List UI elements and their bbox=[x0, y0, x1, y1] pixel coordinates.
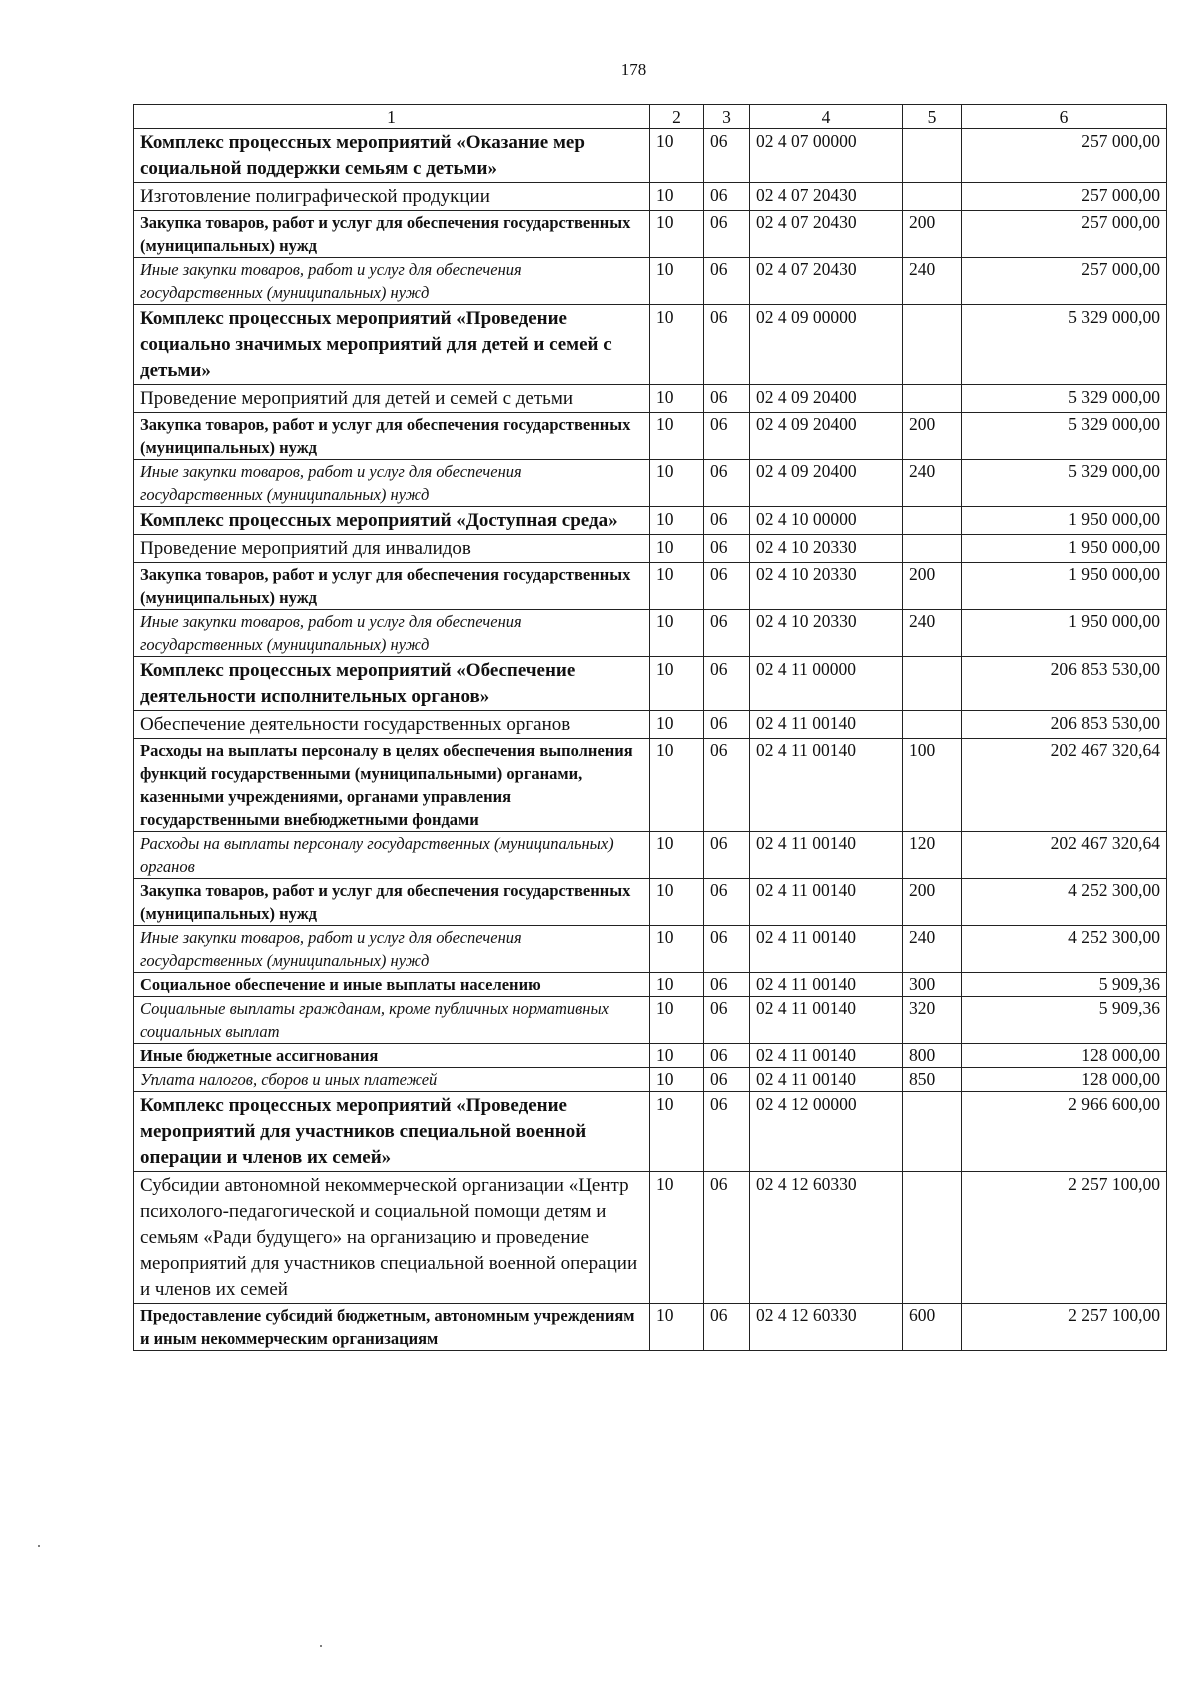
target-article-cell: 02 4 10 20330 bbox=[750, 610, 903, 657]
row-name-cell: Расходы на выплаты персоналу в целях обеспечения выполнения функций государственными (муниципальными) органами, казенными учреждениями, органами управления государственными внебюджетными фондами bbox=[134, 739, 650, 832]
subsection-code-cell: 06 bbox=[704, 879, 750, 926]
row-name-cell: Комплекс процессных мероприятий «Доступная среда» bbox=[134, 507, 650, 535]
subsection-code-cell: 06 bbox=[704, 1092, 750, 1172]
expense-type-cell: 200 bbox=[903, 879, 962, 926]
section-code-cell: 10 bbox=[650, 183, 704, 211]
expense-type-cell: 240 bbox=[903, 258, 962, 305]
amount-cell: 4 252 300,00 bbox=[962, 926, 1167, 973]
target-article-cell: 02 4 11 00140 bbox=[750, 832, 903, 879]
row-name-cell: Социальные выплаты гражданам, кроме публичных нормативных социальных выплат bbox=[134, 997, 650, 1044]
section-code-cell: 10 bbox=[650, 997, 704, 1044]
target-article-cell: 02 4 07 00000 bbox=[750, 129, 903, 183]
target-article-cell: 02 4 11 00140 bbox=[750, 711, 903, 739]
subsection-code-cell: 06 bbox=[704, 832, 750, 879]
target-article-cell: 02 4 09 00000 bbox=[750, 305, 903, 385]
row-name-cell: Комплекс процессных мероприятий «Проведение социально значимых мероприятий для детей и семей с детьми» bbox=[134, 305, 650, 385]
section-code-cell: 10 bbox=[650, 610, 704, 657]
section-code-cell: 10 bbox=[650, 211, 704, 258]
expense-type-cell bbox=[903, 657, 962, 711]
target-article-cell: 02 4 11 00140 bbox=[750, 1044, 903, 1068]
subsection-code-cell: 06 bbox=[704, 507, 750, 535]
target-article-cell: 02 4 10 20330 bbox=[750, 535, 903, 563]
section-code-cell: 10 bbox=[650, 879, 704, 926]
subsection-code-cell: 06 bbox=[704, 460, 750, 507]
row-name-cell: Субсидии автономной некоммерческой организации «Центр психолого-педагогической и социальной помощи детям и семьям «Ради будущего» на организацию и проведение мероприятий для участников специальной военной операции и членов их семей bbox=[134, 1172, 650, 1304]
target-article-cell: 02 4 12 60330 bbox=[750, 1304, 903, 1351]
table-row bbox=[134, 413, 1167, 460]
page-number: 178 bbox=[620, 60, 647, 79]
target-article-cell: 02 4 07 20430 bbox=[750, 183, 903, 211]
section-code-cell: 10 bbox=[650, 973, 704, 997]
target-article-cell: 02 4 11 00140 bbox=[750, 973, 903, 997]
amount-cell: 257 000,00 bbox=[962, 129, 1167, 183]
row-name-cell: Комплекс процессных мероприятий «Проведение мероприятий для участников специальной военной операции и членов их семей» bbox=[134, 1092, 650, 1172]
target-article-cell: 02 4 10 00000 bbox=[750, 507, 903, 535]
expense-type-cell bbox=[903, 385, 962, 413]
table-row bbox=[134, 657, 1167, 711]
subsection-code-cell: 06 bbox=[704, 973, 750, 997]
row-name-cell: Предоставление субсидий бюджетным, автономным учреждениям и иным некоммерческим организациям bbox=[134, 1304, 650, 1351]
expense-type-cell bbox=[903, 305, 962, 385]
table-row bbox=[134, 563, 1167, 610]
subsection-code-cell: 06 bbox=[704, 211, 750, 258]
section-code-cell: 10 bbox=[650, 1068, 704, 1092]
row-name-cell: Уплата налогов, сборов и иных платежей bbox=[134, 1068, 650, 1092]
section-code-cell: 10 bbox=[650, 926, 704, 973]
subsection-code-cell: 06 bbox=[704, 610, 750, 657]
row-name-cell: Проведение мероприятий для инвалидов bbox=[134, 535, 650, 563]
table-row bbox=[134, 610, 1167, 657]
amount-cell: 5 329 000,00 bbox=[962, 413, 1167, 460]
row-name-cell: Проведение мероприятий для детей и семей с детьми bbox=[134, 385, 650, 413]
subsection-code-cell: 06 bbox=[704, 739, 750, 832]
section-code-cell: 10 bbox=[650, 460, 704, 507]
subsection-code-cell: 06 bbox=[704, 183, 750, 211]
amount-cell: 202 467 320,64 bbox=[962, 739, 1167, 832]
expense-type-cell: 200 bbox=[903, 563, 962, 610]
table-row bbox=[134, 460, 1167, 507]
amount-cell: 257 000,00 bbox=[962, 211, 1167, 258]
section-code-cell: 10 bbox=[650, 563, 704, 610]
row-name-cell: Расходы на выплаты персоналу государственных (муниципальных) органов bbox=[134, 832, 650, 879]
row-name-cell: Обеспечение деятельности государственных органов bbox=[134, 711, 650, 739]
table-row bbox=[134, 258, 1167, 305]
subsection-code-cell: 06 bbox=[704, 413, 750, 460]
row-name-cell: Комплекс процессных мероприятий «Обеспечение деятельности исполнительных органов» bbox=[134, 657, 650, 711]
target-article-cell: 02 4 11 00140 bbox=[750, 1068, 903, 1092]
subsection-code-cell: 06 bbox=[704, 129, 750, 183]
target-article-cell: 02 4 09 20400 bbox=[750, 385, 903, 413]
table-row bbox=[134, 973, 1167, 997]
amount-cell: 2 966 600,00 bbox=[962, 1092, 1167, 1172]
target-article-cell: 02 4 10 20330 bbox=[750, 563, 903, 610]
subsection-code-cell: 06 bbox=[704, 926, 750, 973]
target-article-cell: 02 4 11 00140 bbox=[750, 879, 903, 926]
expense-type-cell: 240 bbox=[903, 460, 962, 507]
table-row bbox=[134, 385, 1167, 413]
table-row bbox=[134, 711, 1167, 739]
expense-type-cell: 120 bbox=[903, 832, 962, 879]
header-cell: 6 bbox=[962, 105, 1167, 129]
header-cell: 1 bbox=[134, 105, 650, 129]
subsection-code-cell: 06 bbox=[704, 657, 750, 711]
expense-type-cell: 200 bbox=[903, 413, 962, 460]
header-cell: 3 bbox=[704, 105, 750, 129]
expense-type-cell: 100 bbox=[903, 739, 962, 832]
target-article-cell: 02 4 12 60330 bbox=[750, 1172, 903, 1304]
row-name-cell: Иные бюджетные ассигнования bbox=[134, 1044, 650, 1068]
expense-type-cell: 300 bbox=[903, 973, 962, 997]
expense-type-cell: 200 bbox=[903, 211, 962, 258]
table-row bbox=[134, 129, 1167, 183]
row-name-cell: Иные закупки товаров, работ и услуг для обеспечения государственных (муниципальных) нужд bbox=[134, 926, 650, 973]
amount-cell: 1 950 000,00 bbox=[962, 507, 1167, 535]
amount-cell: 128 000,00 bbox=[962, 1068, 1167, 1092]
amount-cell: 202 467 320,64 bbox=[962, 832, 1167, 879]
table-row bbox=[134, 832, 1167, 879]
section-code-cell: 10 bbox=[650, 832, 704, 879]
subsection-code-cell: 06 bbox=[704, 997, 750, 1044]
section-code-cell: 10 bbox=[650, 1304, 704, 1351]
subsection-code-cell: 06 bbox=[704, 1068, 750, 1092]
table-row bbox=[134, 1068, 1167, 1092]
amount-cell: 257 000,00 bbox=[962, 258, 1167, 305]
row-name-cell: Закупка товаров, работ и услуг для обеспечения государственных (муниципальных) нужд bbox=[134, 211, 650, 258]
target-article-cell: 02 4 07 20430 bbox=[750, 211, 903, 258]
section-code-cell: 10 bbox=[650, 1172, 704, 1304]
amount-cell: 5 329 000,00 bbox=[962, 385, 1167, 413]
section-code-cell: 10 bbox=[650, 305, 704, 385]
expense-type-cell bbox=[903, 1172, 962, 1304]
row-name-cell: Изготовление полиграфической продукции bbox=[134, 183, 650, 211]
amount-cell: 1 950 000,00 bbox=[962, 535, 1167, 563]
expense-type-cell bbox=[903, 129, 962, 183]
section-code-cell: 10 bbox=[650, 1092, 704, 1172]
row-name-cell: Закупка товаров, работ и услуг для обеспечения государственных (муниципальных) нужд bbox=[134, 879, 650, 926]
scan-speck bbox=[38, 1545, 40, 1547]
table-row bbox=[134, 183, 1167, 211]
table-row bbox=[134, 211, 1167, 258]
section-code-cell: 10 bbox=[650, 1044, 704, 1068]
target-article-cell: 02 4 09 20400 bbox=[750, 413, 903, 460]
header-cell: 4 bbox=[750, 105, 903, 129]
budget-table bbox=[133, 104, 1167, 1351]
amount-cell: 2 257 100,00 bbox=[962, 1304, 1167, 1351]
subsection-code-cell: 06 bbox=[704, 385, 750, 413]
amount-cell: 5 909,36 bbox=[962, 973, 1167, 997]
table-row bbox=[134, 507, 1167, 535]
section-code-cell: 10 bbox=[650, 129, 704, 183]
subsection-code-cell: 06 bbox=[704, 1044, 750, 1068]
table-header-row bbox=[134, 105, 1167, 129]
amount-cell: 1 950 000,00 bbox=[962, 610, 1167, 657]
table-row bbox=[134, 1304, 1167, 1351]
section-code-cell: 10 bbox=[650, 413, 704, 460]
amount-cell: 206 853 530,00 bbox=[962, 711, 1167, 739]
table-row bbox=[134, 1092, 1167, 1172]
amount-cell: 257 000,00 bbox=[962, 183, 1167, 211]
row-name-cell: Иные закупки товаров, работ и услуг для обеспечения государственных (муниципальных) нужд bbox=[134, 610, 650, 657]
target-article-cell: 02 4 11 00000 bbox=[750, 657, 903, 711]
amount-cell: 128 000,00 bbox=[962, 1044, 1167, 1068]
expense-type-cell bbox=[903, 1092, 962, 1172]
subsection-code-cell: 06 bbox=[704, 563, 750, 610]
subsection-code-cell: 06 bbox=[704, 535, 750, 563]
header-cell: 5 bbox=[903, 105, 962, 129]
section-code-cell: 10 bbox=[650, 507, 704, 535]
expense-type-cell: 800 bbox=[903, 1044, 962, 1068]
table-row bbox=[134, 879, 1167, 926]
table-row bbox=[134, 997, 1167, 1044]
row-name-cell: Комплекс процессных мероприятий «Оказание мер социальной поддержки семьям с детьми» bbox=[134, 129, 650, 183]
amount-cell: 5 329 000,00 bbox=[962, 305, 1167, 385]
expense-type-cell bbox=[903, 183, 962, 211]
table-row bbox=[134, 1172, 1167, 1304]
expense-type-cell bbox=[903, 711, 962, 739]
expense-type-cell: 240 bbox=[903, 610, 962, 657]
subsection-code-cell: 06 bbox=[704, 711, 750, 739]
subsection-code-cell: 06 bbox=[704, 1304, 750, 1351]
target-article-cell: 02 4 11 00140 bbox=[750, 997, 903, 1044]
table-row bbox=[134, 305, 1167, 385]
amount-cell: 5 329 000,00 bbox=[962, 460, 1167, 507]
row-name-cell: Закупка товаров, работ и услуг для обеспечения государственных (муниципальных) нужд bbox=[134, 563, 650, 610]
row-name-cell: Социальное обеспечение и иные выплаты населению bbox=[134, 973, 650, 997]
amount-cell: 5 909,36 bbox=[962, 997, 1167, 1044]
target-article-cell: 02 4 07 20430 bbox=[750, 258, 903, 305]
target-article-cell: 02 4 12 00000 bbox=[750, 1092, 903, 1172]
table-row bbox=[134, 926, 1167, 973]
expense-type-cell: 850 bbox=[903, 1068, 962, 1092]
row-name-cell: Иные закупки товаров, работ и услуг для обеспечения государственных (муниципальных) нужд bbox=[134, 258, 650, 305]
row-name-cell: Иные закупки товаров, работ и услуг для обеспечения государственных (муниципальных) нужд bbox=[134, 460, 650, 507]
section-code-cell: 10 bbox=[650, 657, 704, 711]
amount-cell: 1 950 000,00 bbox=[962, 563, 1167, 610]
subsection-code-cell: 06 bbox=[704, 258, 750, 305]
expense-type-cell: 320 bbox=[903, 997, 962, 1044]
subsection-code-cell: 06 bbox=[704, 1172, 750, 1304]
expense-type-cell: 240 bbox=[903, 926, 962, 973]
section-code-cell: 10 bbox=[650, 258, 704, 305]
target-article-cell: 02 4 09 20400 bbox=[750, 460, 903, 507]
row-name-cell: Закупка товаров, работ и услуг для обеспечения государственных (муниципальных) нужд bbox=[134, 413, 650, 460]
scan-speck bbox=[320, 1645, 322, 1647]
section-code-cell: 10 bbox=[650, 385, 704, 413]
expense-type-cell: 600 bbox=[903, 1304, 962, 1351]
amount-cell: 4 252 300,00 bbox=[962, 879, 1167, 926]
table-row bbox=[134, 739, 1167, 832]
subsection-code-cell: 06 bbox=[704, 305, 750, 385]
expense-type-cell bbox=[903, 507, 962, 535]
header-cell: 2 bbox=[650, 105, 704, 129]
table-row bbox=[134, 1044, 1167, 1068]
amount-cell: 2 257 100,00 bbox=[962, 1172, 1167, 1304]
amount-cell: 206 853 530,00 bbox=[962, 657, 1167, 711]
table-row bbox=[134, 535, 1167, 563]
expense-type-cell bbox=[903, 535, 962, 563]
section-code-cell: 10 bbox=[650, 535, 704, 563]
section-code-cell: 10 bbox=[650, 739, 704, 832]
target-article-cell: 02 4 11 00140 bbox=[750, 926, 903, 973]
target-article-cell: 02 4 11 00140 bbox=[750, 739, 903, 832]
section-code-cell: 10 bbox=[650, 711, 704, 739]
